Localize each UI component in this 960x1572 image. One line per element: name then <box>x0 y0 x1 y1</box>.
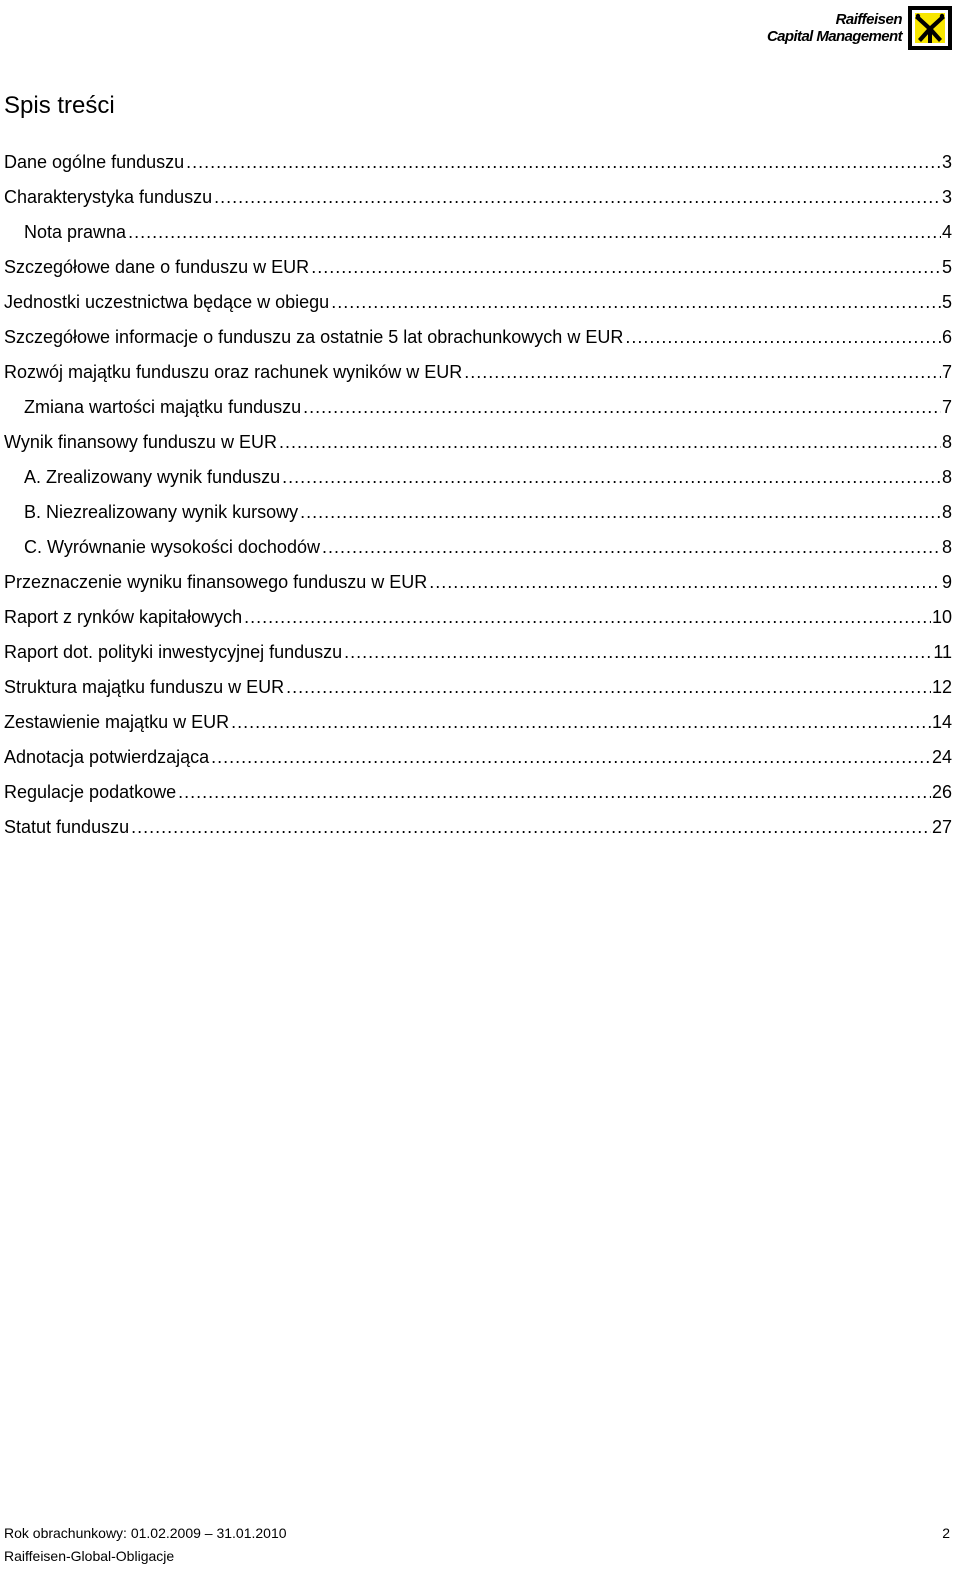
toc-dot-leader <box>282 460 941 495</box>
toc-dot-leader <box>244 600 931 635</box>
toc-entry-label: Przeznaczenie wyniku finansowego funduszu w EUR <box>4 572 428 592</box>
toc-entry-label: Rozwój majątku funduszu oraz rachunek wyników w EUR <box>4 362 463 382</box>
toc-dot-leader <box>303 390 941 425</box>
toc-page-number: 3 <box>941 187 952 207</box>
toc-entry-label: Struktura majątku funduszu w EUR <box>4 677 285 697</box>
page-footer <box>4 1522 950 1568</box>
toc-page-number: 11 <box>933 642 952 662</box>
toc-entry-label: C. Wyrównanie wysokości dochodów <box>24 537 320 557</box>
toc-entry-label: Wynik finansowy funduszu w EUR <box>4 432 277 452</box>
toc-entry[interactable] <box>4 775 952 810</box>
toc-entry-label: Adnotacja potwierdzająca <box>4 747 210 767</box>
toc-page-number: 10 <box>931 607 952 627</box>
toc-entry[interactable] <box>4 285 952 320</box>
toc-entry-label: Zmiana wartości majątku funduszu <box>24 397 302 417</box>
toc-dot-leader <box>186 145 941 180</box>
toc-page-number: 9 <box>941 572 952 592</box>
toc-entry-label: Regulacje podatkowe <box>4 782 177 802</box>
toc-entry[interactable] <box>4 215 952 250</box>
logo-line-1: Raiffeisen <box>835 11 902 28</box>
toc-entry[interactable] <box>4 635 952 670</box>
toc-entry[interactable] <box>4 355 952 390</box>
toc-dot-leader <box>344 635 932 670</box>
toc-dot-leader <box>286 670 931 705</box>
toc-page-number: 8 <box>941 537 952 557</box>
raiffeisen-crossed-gables-icon <box>908 6 952 50</box>
toc-dot-leader <box>625 320 941 355</box>
footer-top-row <box>4 1522 950 1544</box>
brand-logo <box>767 6 952 50</box>
toc-dot-leader <box>211 740 931 775</box>
toc-page-number: 5 <box>941 292 952 312</box>
toc-page-number: 4 <box>941 222 952 242</box>
toc-dot-leader <box>311 250 941 285</box>
toc-entry[interactable] <box>4 670 952 705</box>
footer-page-number: 2 <box>942 1525 950 1541</box>
toc-page-number: 7 <box>941 362 952 382</box>
toc-entry-label: A. Zrealizowany wynik funduszu <box>24 467 281 487</box>
toc-page-number: 14 <box>931 712 952 732</box>
footer-fiscal-period: Rok obrachunkowy: 01.02.2009 – 31.01.2010 <box>4 1525 287 1541</box>
toc-dot-leader <box>331 285 941 320</box>
table-of-contents <box>4 145 952 845</box>
toc-dot-leader <box>464 355 941 390</box>
toc-dot-leader <box>300 495 941 530</box>
toc-entry[interactable] <box>4 390 952 425</box>
toc-entry[interactable] <box>4 250 952 285</box>
toc-entry-label: Dane ogólne funduszu <box>4 152 185 172</box>
toc-dot-leader <box>131 810 931 845</box>
toc-dot-leader <box>128 215 941 250</box>
toc-page-number: 27 <box>931 817 952 837</box>
toc-entry[interactable] <box>4 810 952 845</box>
toc-dot-leader <box>178 775 931 810</box>
logo-wordmark <box>767 11 902 45</box>
toc-entry[interactable] <box>4 460 952 495</box>
page-title: Spis treści <box>4 92 115 119</box>
toc-dot-leader <box>322 530 941 565</box>
toc-dot-leader <box>231 705 931 740</box>
toc-page-number: 26 <box>931 782 952 802</box>
toc-entry-label: Statut funduszu <box>4 817 130 837</box>
toc-page-number: 8 <box>941 502 952 522</box>
toc-entry-label: Szczegółowe informacje o funduszu za ostatnie 5 lat obrachunkowych w EUR <box>4 327 624 347</box>
toc-page-number: 8 <box>941 467 952 487</box>
toc-dot-leader <box>429 565 941 600</box>
toc-entry[interactable] <box>4 530 952 565</box>
toc-entry[interactable] <box>4 600 952 635</box>
toc-page-number: 24 <box>931 747 952 767</box>
toc-dot-leader <box>279 425 941 460</box>
toc-page-number: 6 <box>941 327 952 347</box>
toc-entry[interactable] <box>4 145 952 180</box>
toc-page-number: 7 <box>941 397 952 417</box>
toc-entry[interactable] <box>4 565 952 600</box>
toc-entry[interactable] <box>4 740 952 775</box>
toc-entry[interactable] <box>4 320 952 355</box>
toc-entry[interactable] <box>4 425 952 460</box>
toc-page-number: 12 <box>931 677 952 697</box>
toc-entry-label: Szczegółowe dane o funduszu w EUR <box>4 257 310 277</box>
toc-page-number: 5 <box>941 257 952 277</box>
toc-entry-label: Raport dot. polityki inwestycyjnej funduszu <box>4 642 343 662</box>
toc-entry[interactable] <box>4 180 952 215</box>
toc-entry-label: Jednostki uczestnictwa będące w obiegu <box>4 292 330 312</box>
toc-dot-leader <box>214 180 941 215</box>
logo-line-2: Capital Management <box>766 28 902 45</box>
toc-entry-label: Raport z rynków kapitałowych <box>4 607 243 627</box>
toc-entry-label: Charakterystyka funduszu <box>4 187 213 207</box>
toc-entry[interactable] <box>4 705 952 740</box>
toc-page-number: 3 <box>941 152 952 172</box>
toc-entry-label: Nota prawna <box>24 222 127 242</box>
toc-page-number: 8 <box>941 432 952 452</box>
toc-entry-label: Zestawienie majątku w EUR <box>4 712 230 732</box>
footer-fund-name: Raiffeisen-Global-Obligacje <box>4 1548 175 1564</box>
toc-entry-label: B. Niezrealizowany wynik kursowy <box>24 502 299 522</box>
toc-entry[interactable] <box>4 495 952 530</box>
